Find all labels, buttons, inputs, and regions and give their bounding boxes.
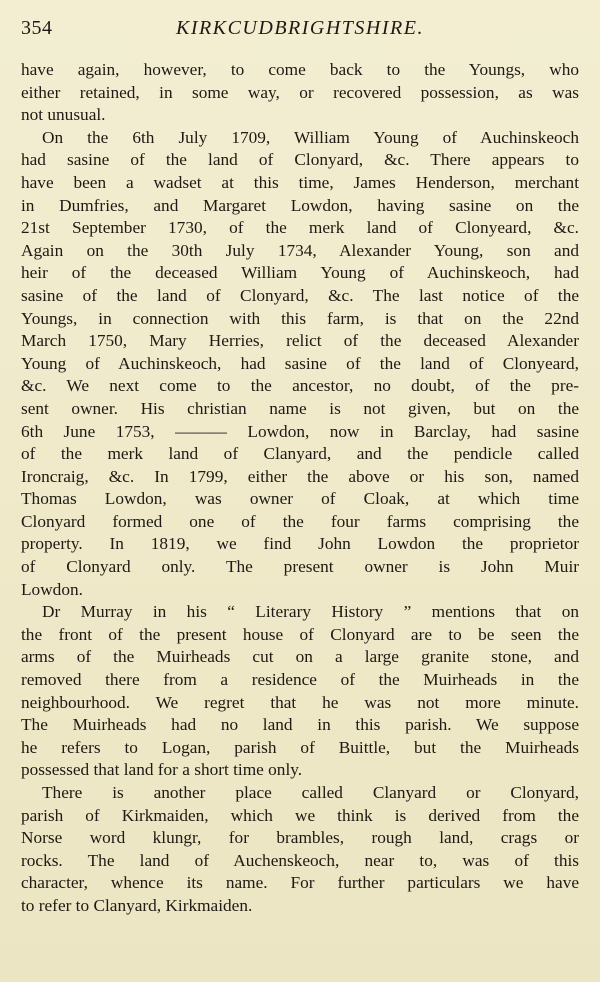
text-line: of Clonyard only. The present owner is John Muir [21, 557, 579, 577]
text-line: to refer to Clanyard, Kirkmaiden. [21, 895, 253, 915]
text-line: neighbourhood. We regret that he was not more minute. [21, 692, 579, 712]
text-line: Again on the 30th July 1734, Alexander Young, son and [21, 240, 579, 260]
text-line: March 1750, Mary Herries, relict of the deceased Alexander [21, 331, 579, 351]
text-line: he refers to Logan, parish of Buittle, but the Muirheads [21, 737, 579, 757]
text-line: either retained, in some way, or recovered possession, as was [21, 82, 579, 102]
running-head [21, 16, 579, 40]
text-line: the front of the present house of Clonyard are to be seen the [21, 624, 579, 644]
text-line: possessed that land for a short time only. [21, 760, 303, 780]
text-line: There is another place called Clanyard or Clonyard, [42, 783, 579, 802]
text-line: Ironcraig, &c. In 1799, either the above or his son, named [21, 466, 579, 486]
text-line: arms of the Muirheads cut on a large granite stone, and [21, 647, 579, 667]
page-number: 354 [21, 17, 53, 39]
text-line: had sasine of the land of Clonyard, &c. There appears to [21, 150, 579, 170]
text-line: The Muirheads had no land in this parish. We suppose [21, 715, 579, 735]
text-line: Norse word klungr, for brambles, rough land, crags or [21, 828, 579, 848]
text-line: not unusual. [21, 105, 106, 125]
text-line: Youngs, in connection with this farm, is that on the 22nd [21, 308, 579, 328]
text-line: &c. We next come to the ancestor, no doubt, of the pre- [21, 376, 579, 396]
text-line: in Dumfries, and Margaret Lowdon, having sasine on the [21, 195, 579, 215]
text-line: have again, however, to come back to the Youngs, who [21, 60, 579, 79]
text-line: rocks. The land of Auchenskeoch, near to, was of this [21, 850, 579, 870]
text-line: Young of Auchinskeoch, had sasine of the land of Clonyeard, [21, 353, 579, 373]
text-line: parish of Kirkmaiden, which we think is derived from the [21, 805, 579, 825]
text-line: have been a wadset at this time, James Henderson, merchant [21, 172, 579, 192]
text-line: Clonyard formed one of the four farms comprising the [21, 511, 579, 531]
text-line: property. In 1819, we find John Lowdon the proprietor [21, 534, 579, 554]
text-line: Dr Murray in his “ Literary History ” mentions that on [42, 602, 579, 622]
text-line: 6th June 1753, ——— Lowdon, now in Barclay, had sasine [21, 421, 579, 441]
text-line: sent owner. His christian name is not given, but on the [21, 398, 579, 418]
running-head-title: KIRKCUDBRIGHTSHIRE. [176, 17, 424, 39]
text-line: sasine of the land of Clonyard, &c. The last notice of the [21, 285, 579, 305]
text-line: character, whence its name. For further particulars we have [21, 873, 579, 893]
text-line: heir of the deceased William Young of Auchinskeoch, had [21, 263, 579, 283]
text-line: Lowdon. [21, 579, 83, 599]
text-line: On the 6th July 1709, William Young of Auchinskeoch [42, 127, 579, 147]
text-line: 21st September 1730, of the merk land of Clonyeard, &c. [21, 218, 579, 238]
body-text [21, 59, 579, 918]
text-line: Thomas Lowdon, was owner of Cloak, at which time [21, 489, 579, 509]
text-line: of the merk land of Clanyard, and the pendicle called [21, 444, 579, 464]
text-line: removed there from a residence of the Muirheads in the [21, 670, 579, 690]
